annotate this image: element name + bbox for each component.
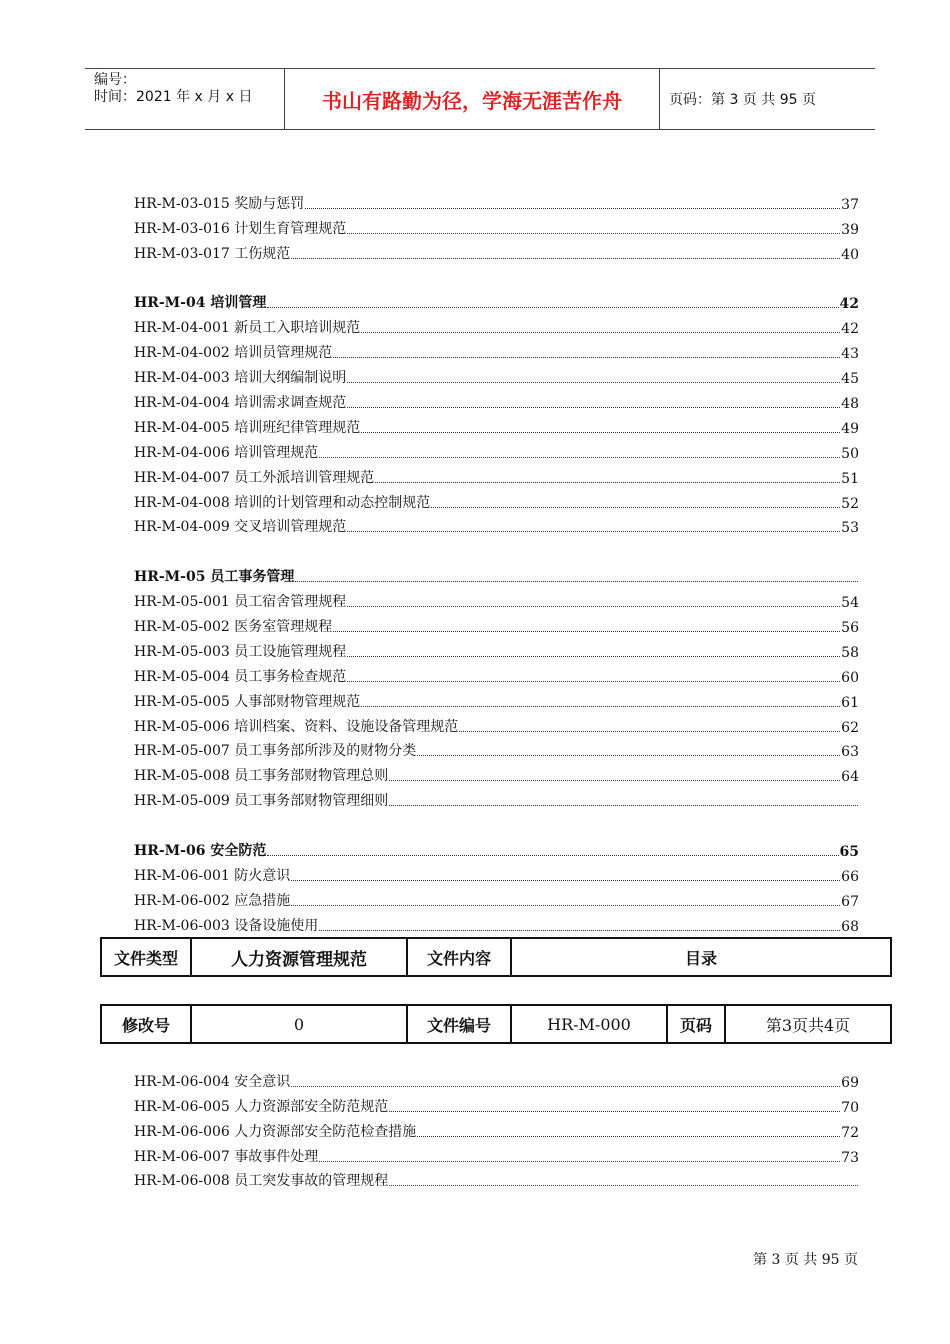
toc-entry-page: 69 (841, 1074, 859, 1091)
toc-dot-leader (295, 567, 858, 582)
doc-type-value: 人力资源管理规范 (192, 939, 408, 975)
toc-entry-title: HR-M-06-006 人力资源部安全防范检查措施 (134, 1123, 417, 1140)
toc-entry-page: 53 (841, 520, 859, 537)
toc-entry-title: HR-M-06-001 防火意识 (134, 867, 291, 884)
toc-entry-page: 45 (841, 371, 859, 388)
toc-dot-leader (347, 642, 840, 657)
toc-entry[interactable] (134, 785, 859, 810)
toc-dot-leader (389, 791, 858, 806)
toc-dot-leader (431, 493, 840, 508)
toc-dot-leader (291, 1072, 840, 1087)
toc-dot-leader (333, 343, 840, 358)
toc-entry-title: HR-M-06-002 应急措施 (134, 892, 291, 909)
toc-spacer (134, 536, 859, 561)
header-date: 时间：2021 年 x 月 x 日 (94, 89, 253, 105)
toc-entry[interactable] (134, 860, 859, 885)
toc-entry-page: 39 (841, 221, 859, 238)
toc-entry-page: 40 (841, 246, 859, 263)
toc-dot-leader (267, 841, 838, 856)
doc-type-label: 文件类型 (102, 939, 192, 975)
toc-entry-title: HR-M-05-008 员工事务部财物管理总则 (134, 768, 389, 785)
toc-dot-leader (459, 717, 840, 732)
toc-entry[interactable] (134, 1091, 859, 1116)
toc-entry-page: 68 (841, 918, 859, 935)
toc-entry[interactable] (134, 1141, 859, 1166)
toc-entry[interactable] (134, 1166, 859, 1191)
toc-entry[interactable] (134, 487, 859, 512)
toc-entry-title: HR-M-04-004 培训需求调查规范 (134, 395, 347, 412)
doc-number-label: 文件编号 (408, 1006, 512, 1042)
toc-dot-leader (389, 1097, 840, 1112)
toc-entry-title: HR-M-05 员工事务管理 (134, 569, 295, 586)
toc-entry[interactable] (134, 1116, 859, 1141)
toc-entry[interactable] (134, 686, 859, 711)
toc-entry-title: HR-M-06 安全防范 (134, 843, 267, 860)
toc-entry-page: 50 (841, 445, 859, 462)
toc-entry-page: 51 (841, 470, 859, 487)
toc-entry[interactable] (134, 437, 859, 462)
toc-entry-page: 72 (841, 1124, 859, 1141)
toc-entry-title: HR-M-04-008 培训的计划管理和动态控制规范 (134, 494, 431, 511)
toc-entry-title: HR-M-06-003 设备设施使用 (134, 917, 319, 934)
header-page: 页码：第 3 页 共 95 页 (669, 92, 816, 108)
toc-entry[interactable] (134, 636, 859, 661)
page-header (85, 68, 875, 130)
toc-dot-leader (333, 617, 840, 632)
toc-dot-leader (389, 766, 840, 781)
page-value: 第3页共4页 (765, 1015, 851, 1035)
toc-entry[interactable] (134, 412, 859, 437)
toc-entry-page: 42 (841, 321, 859, 338)
toc-entry-title: HR-M-06-005 人力资源部安全防范规范 (134, 1098, 389, 1115)
toc-section-heading[interactable] (134, 561, 859, 586)
toc-entry-page: 56 (841, 620, 859, 637)
toc-entry[interactable] (134, 337, 859, 362)
toc-entry[interactable] (134, 910, 859, 935)
toc-entry[interactable] (134, 736, 859, 761)
toc-entry[interactable] (134, 586, 859, 611)
toc-entry-title: HR-M-04-009 交叉培训管理规范 (134, 519, 347, 536)
doc-revision-table (100, 1004, 892, 1044)
toc-entry-page: 52 (841, 495, 859, 512)
doc-info-table (100, 937, 892, 977)
page-label: 页码 (668, 1006, 726, 1042)
toc-dot-leader (347, 393, 840, 408)
toc-dot-leader (361, 692, 840, 707)
toc-dot-leader (347, 368, 840, 383)
toc-entry[interactable] (134, 611, 859, 636)
toc-entry-title: HR-M-06-004 安全意识 (134, 1073, 291, 1090)
toc-dot-leader (291, 866, 840, 881)
toc-entry-title: HR-M-04-003 培训大纲编制说明 (134, 370, 347, 387)
toc-entry-title: HR-M-04-006 培训管理规范 (134, 444, 319, 461)
toc-entry-page: 64 (841, 769, 859, 786)
toc-entry-page: 49 (841, 420, 859, 437)
toc-entry[interactable] (134, 885, 859, 910)
toc-entry[interactable] (134, 711, 859, 736)
toc-entry[interactable] (134, 1066, 859, 1091)
toc-entry-title: HR-M-05-007 员工事务部所涉及的财物分类 (134, 743, 417, 760)
toc-entry-title: HR-M-06-008 员工突发事故的管理规程 (134, 1173, 389, 1190)
toc-dot-leader (347, 667, 840, 682)
toc-entry-title: HR-M-05-005 人事部财物管理规范 (134, 693, 361, 710)
toc-dot-leader (291, 244, 840, 259)
toc-dot-leader (347, 517, 840, 532)
toc-entry-page: 58 (841, 644, 859, 661)
toc-entry-title: HR-M-05-001 员工宿舍管理规程 (134, 594, 347, 611)
toc-entry-title: HR-M-03-015 奖励与惩罚 (134, 195, 305, 212)
toc-entry-page: 66 (841, 868, 859, 885)
toc-entry-page: 70 (841, 1099, 859, 1116)
toc-entry-title: HR-M-03-016 计划生育管理规范 (134, 220, 347, 237)
doc-number-value: HR-M-000 (512, 1006, 668, 1042)
toc-entry-page: 73 (841, 1149, 859, 1166)
toc-entry[interactable] (134, 238, 859, 263)
toc-entry[interactable] (134, 512, 859, 537)
toc-dot-leader (389, 1171, 858, 1186)
toc-entry-page: 61 (841, 694, 859, 711)
toc-dot-leader (319, 916, 840, 931)
toc-entry-page: 67 (841, 893, 859, 910)
toc-entry-title: HR-M-03-017 工伤规范 (134, 245, 291, 262)
toc-entry-title: HR-M-04 培训管理 (134, 295, 267, 312)
page-footer-number: 第 3 页 共 95 页 (753, 1252, 858, 1268)
toc-dot-leader (361, 318, 840, 333)
toc-entry-page: 43 (841, 346, 859, 363)
toc-entry-page: 65 (839, 844, 859, 861)
doc-content-value: 目录 (684, 948, 717, 968)
toc-entry-title: HR-M-05-002 医务室管理规程 (134, 619, 333, 636)
toc-spacer (134, 263, 859, 288)
toc-list-bottom (134, 1066, 859, 1190)
toc-entry-title: HR-M-05-004 员工事务检查规范 (134, 668, 347, 685)
toc-entry[interactable] (134, 188, 859, 213)
toc-entry[interactable] (134, 760, 859, 785)
toc-section-heading[interactable] (134, 288, 859, 313)
toc-entry-page: 60 (841, 669, 859, 686)
toc-entry-title: HR-M-04-001 新员工入职培训规范 (134, 320, 361, 337)
toc-entry[interactable] (134, 462, 859, 487)
toc-entry-page: 42 (839, 296, 859, 313)
doc-content-label: 文件内容 (408, 939, 512, 975)
toc-dot-leader (319, 443, 840, 458)
toc-dot-leader (347, 219, 840, 234)
toc-dot-leader (375, 468, 840, 483)
revision-value: 0 (192, 1006, 408, 1042)
toc-dot-leader (347, 592, 840, 607)
toc-dot-leader (267, 293, 838, 308)
toc-entry-title: HR-M-04-002 培训员管理规范 (134, 345, 333, 362)
toc-dot-leader (417, 1122, 840, 1137)
toc-dot-leader (305, 194, 840, 209)
toc-dot-leader (417, 741, 840, 756)
toc-spacer (134, 810, 859, 835)
toc-entry[interactable] (134, 387, 859, 412)
toc-entry-page: 37 (841, 196, 859, 213)
toc-section-heading[interactable] (134, 835, 859, 860)
toc-entry[interactable] (134, 362, 859, 387)
toc-dot-leader (319, 1147, 840, 1162)
toc-entry-title: HR-M-04-005 培训班纪律管理规范 (134, 419, 361, 436)
toc-entry-title: HR-M-05-009 员工事务部财物管理细则 (134, 793, 389, 810)
header-meta (85, 69, 285, 129)
toc-entry[interactable] (134, 213, 859, 238)
toc-entry-page: 48 (841, 396, 859, 413)
toc-dot-leader (291, 891, 840, 906)
header-motto: 书山有路勤为径，学海无涯苦作舟 (285, 69, 660, 129)
toc-entry-page: 63 (841, 744, 859, 761)
toc-entry[interactable] (134, 312, 859, 337)
toc-entry[interactable] (134, 661, 859, 686)
toc-entry-page: 62 (841, 719, 859, 736)
header-number: 编号： (94, 72, 136, 88)
toc-list-top (134, 188, 859, 935)
toc-entry-title: HR-M-05-003 员工设施管理规程 (134, 643, 347, 660)
toc-entry-title: HR-M-05-006 培训档案、资料、设施设备管理规范 (134, 718, 459, 735)
toc-entry-title: HR-M-04-007 员工外派培训管理规范 (134, 469, 375, 486)
revision-label: 修改号 (102, 1006, 192, 1042)
toc-entry-title: HR-M-06-007 事故事件处理 (134, 1148, 319, 1165)
toc-dot-leader (361, 418, 840, 433)
toc-entry-page: 54 (841, 595, 859, 612)
